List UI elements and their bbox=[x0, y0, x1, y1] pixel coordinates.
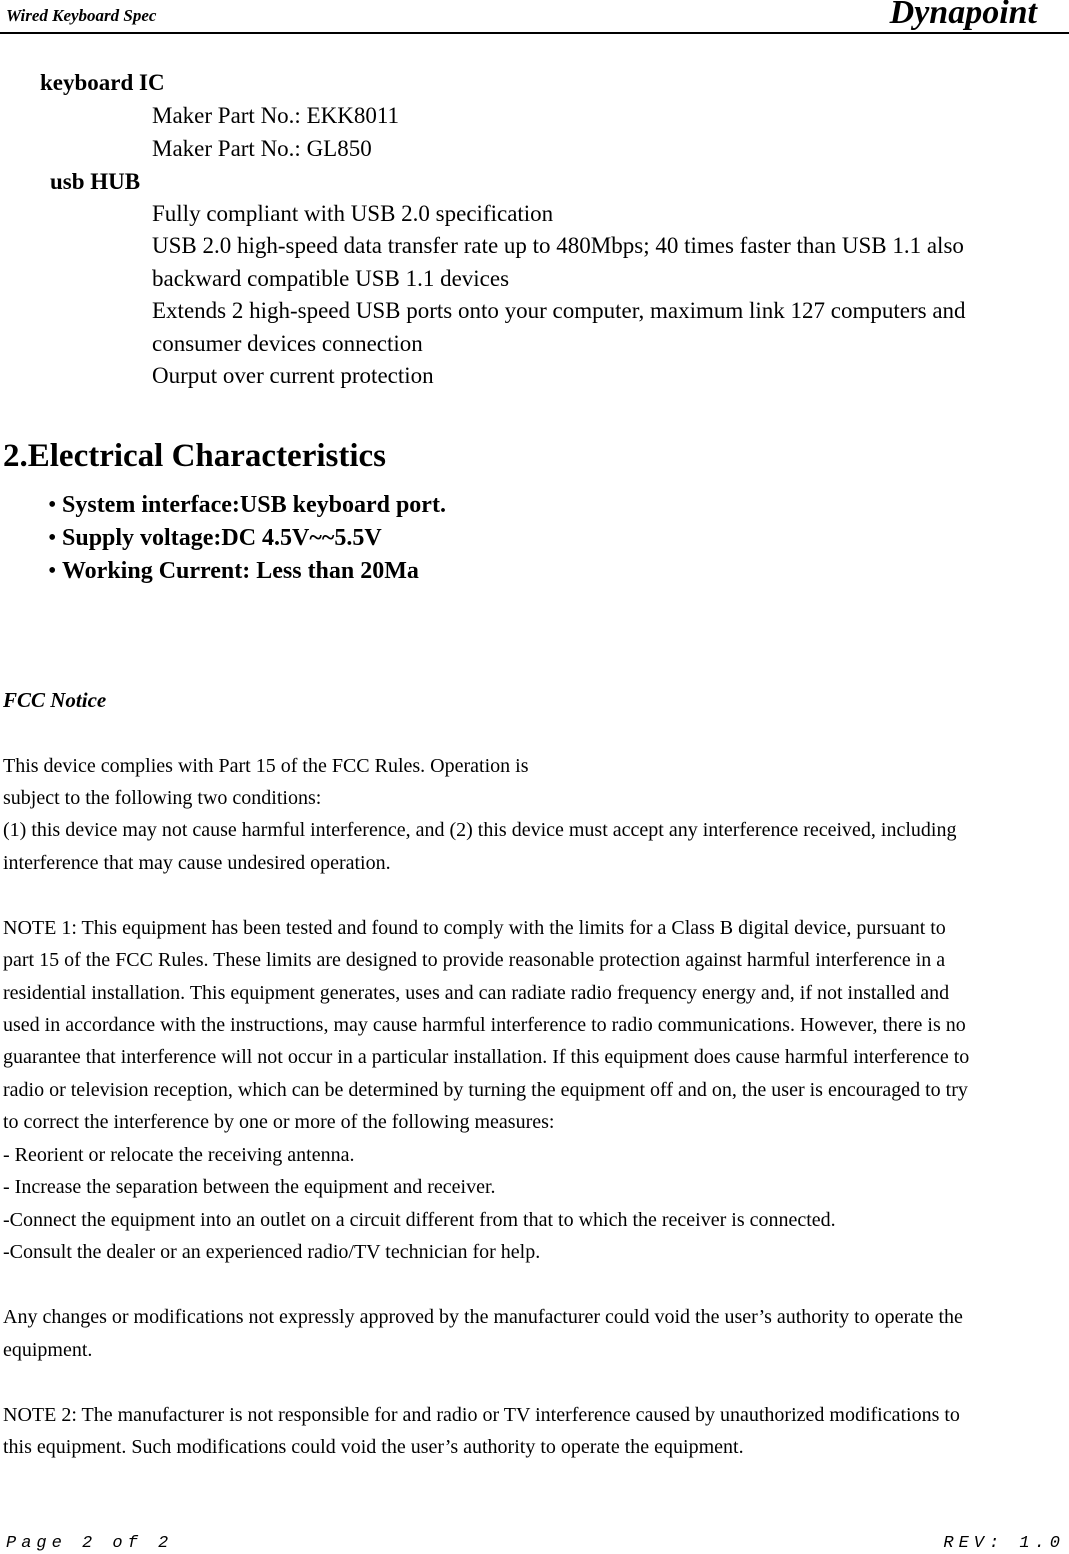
bullet-item bbox=[48, 525, 382, 552]
fcc-line: NOTE 2: The manufacturer is not responsible for and radio or TV interference caused by unauthorized modifications to bbox=[3, 1404, 960, 1426]
fcc-line: NOTE 1: This equipment has been tested and found to comply with the limits for a Class B digital device, pursuant to bbox=[3, 917, 946, 939]
header-divider bbox=[0, 32, 1069, 34]
usb-hub-line: USB 2.0 high-speed data transfer rate up to 480Mbps; 40 times faster than USB 1.1 also bbox=[152, 233, 964, 258]
fcc-line: -Consult the dealer or an experienced radio/TV technician for help. bbox=[3, 1241, 541, 1263]
bullet-icon: • bbox=[48, 525, 57, 551]
usb-hub-line: Ourput over current protection bbox=[152, 363, 434, 388]
usb-hub-line: Fully compliant with USB 2.0 specification bbox=[152, 201, 554, 226]
keyboard-ic-part-2: Maker Part No.: GL850 bbox=[152, 136, 372, 161]
fcc-line: residential installation. This equipment generates, uses and can radiate radio frequency energy and, if not installed and bbox=[3, 982, 950, 1004]
bullet-text: System interface:USB keyboard port. bbox=[62, 492, 446, 518]
fcc-line: used in accordance with the instructions, may cause harmful interference to radio communications. However, there is no bbox=[3, 1014, 966, 1036]
fcc-line: - Reorient or relocate the receiving antenna. bbox=[3, 1144, 355, 1166]
bullet-item bbox=[48, 492, 446, 519]
usb-hub-line: consumer devices connection bbox=[152, 331, 423, 356]
fcc-line: (1) this device may not cause harmful interference, and (2) this device must accept any interference received, including bbox=[3, 819, 957, 841]
usb-hub-line: Extends 2 high-speed USB ports onto your computer, maximum link 127 computers and bbox=[152, 298, 966, 323]
fcc-line: This device complies with Part 15 of the FCC Rules. Operation is bbox=[3, 755, 529, 777]
fcc-line: to correct the interference by one or more of the following measures: bbox=[3, 1111, 555, 1133]
keyboard-ic-part-1: Maker Part No.: EKK8011 bbox=[152, 103, 399, 128]
fcc-line: -Connect the equipment into an outlet on a circuit different from that to which the receiver is connected. bbox=[3, 1209, 836, 1231]
revision-label: REV: 1.0 bbox=[943, 1534, 1065, 1553]
fcc-line: interference that may cause undesired operation. bbox=[3, 852, 391, 874]
fcc-line: guarantee that interference will not occur in a particular installation. If this equipment does cause harmful interference to bbox=[3, 1046, 970, 1068]
bullet-icon: • bbox=[48, 558, 57, 584]
fcc-line: this equipment. Such modifications could void the user’s authority to operate the equipment. bbox=[3, 1436, 744, 1458]
fcc-line: - Increase the separation between the equipment and receiver. bbox=[3, 1176, 496, 1198]
fcc-line: part 15 of the FCC Rules. These limits are designed to provide reasonable protection against harmful interference in a bbox=[3, 949, 946, 971]
fcc-line: equipment. bbox=[3, 1339, 93, 1361]
bullet-icon: • bbox=[48, 492, 57, 518]
bullet-text: Working Current: Less than 20Ma bbox=[62, 558, 419, 584]
usb-hub-line: backward compatible USB 1.1 devices bbox=[152, 266, 510, 291]
fcc-line: radio or television reception, which can be determined by turning the equipment off and on, the user is encouraged to try bbox=[3, 1079, 968, 1101]
bullet-item bbox=[48, 558, 419, 585]
fcc-line: subject to the following two conditions: bbox=[3, 787, 322, 809]
page-number: Page 2 of 2 bbox=[6, 1534, 174, 1553]
usb-hub-label: usb HUB bbox=[50, 169, 141, 194]
keyboard-ic-label: keyboard IC bbox=[40, 70, 165, 95]
section-heading-electrical: 2.Electrical Characteristics bbox=[3, 438, 387, 474]
fcc-line: Any changes or modifications not expressly approved by the manufacturer could void the user’s authority to operate the bbox=[3, 1306, 963, 1328]
document-title: Wired Keyboard Spec bbox=[6, 6, 157, 25]
brand-logo-text: Dynapoint bbox=[889, 0, 1037, 31]
fcc-notice-title: FCC Notice bbox=[3, 688, 107, 712]
bullet-text: Supply voltage:DC 4.5V~~5.5V bbox=[62, 525, 382, 551]
